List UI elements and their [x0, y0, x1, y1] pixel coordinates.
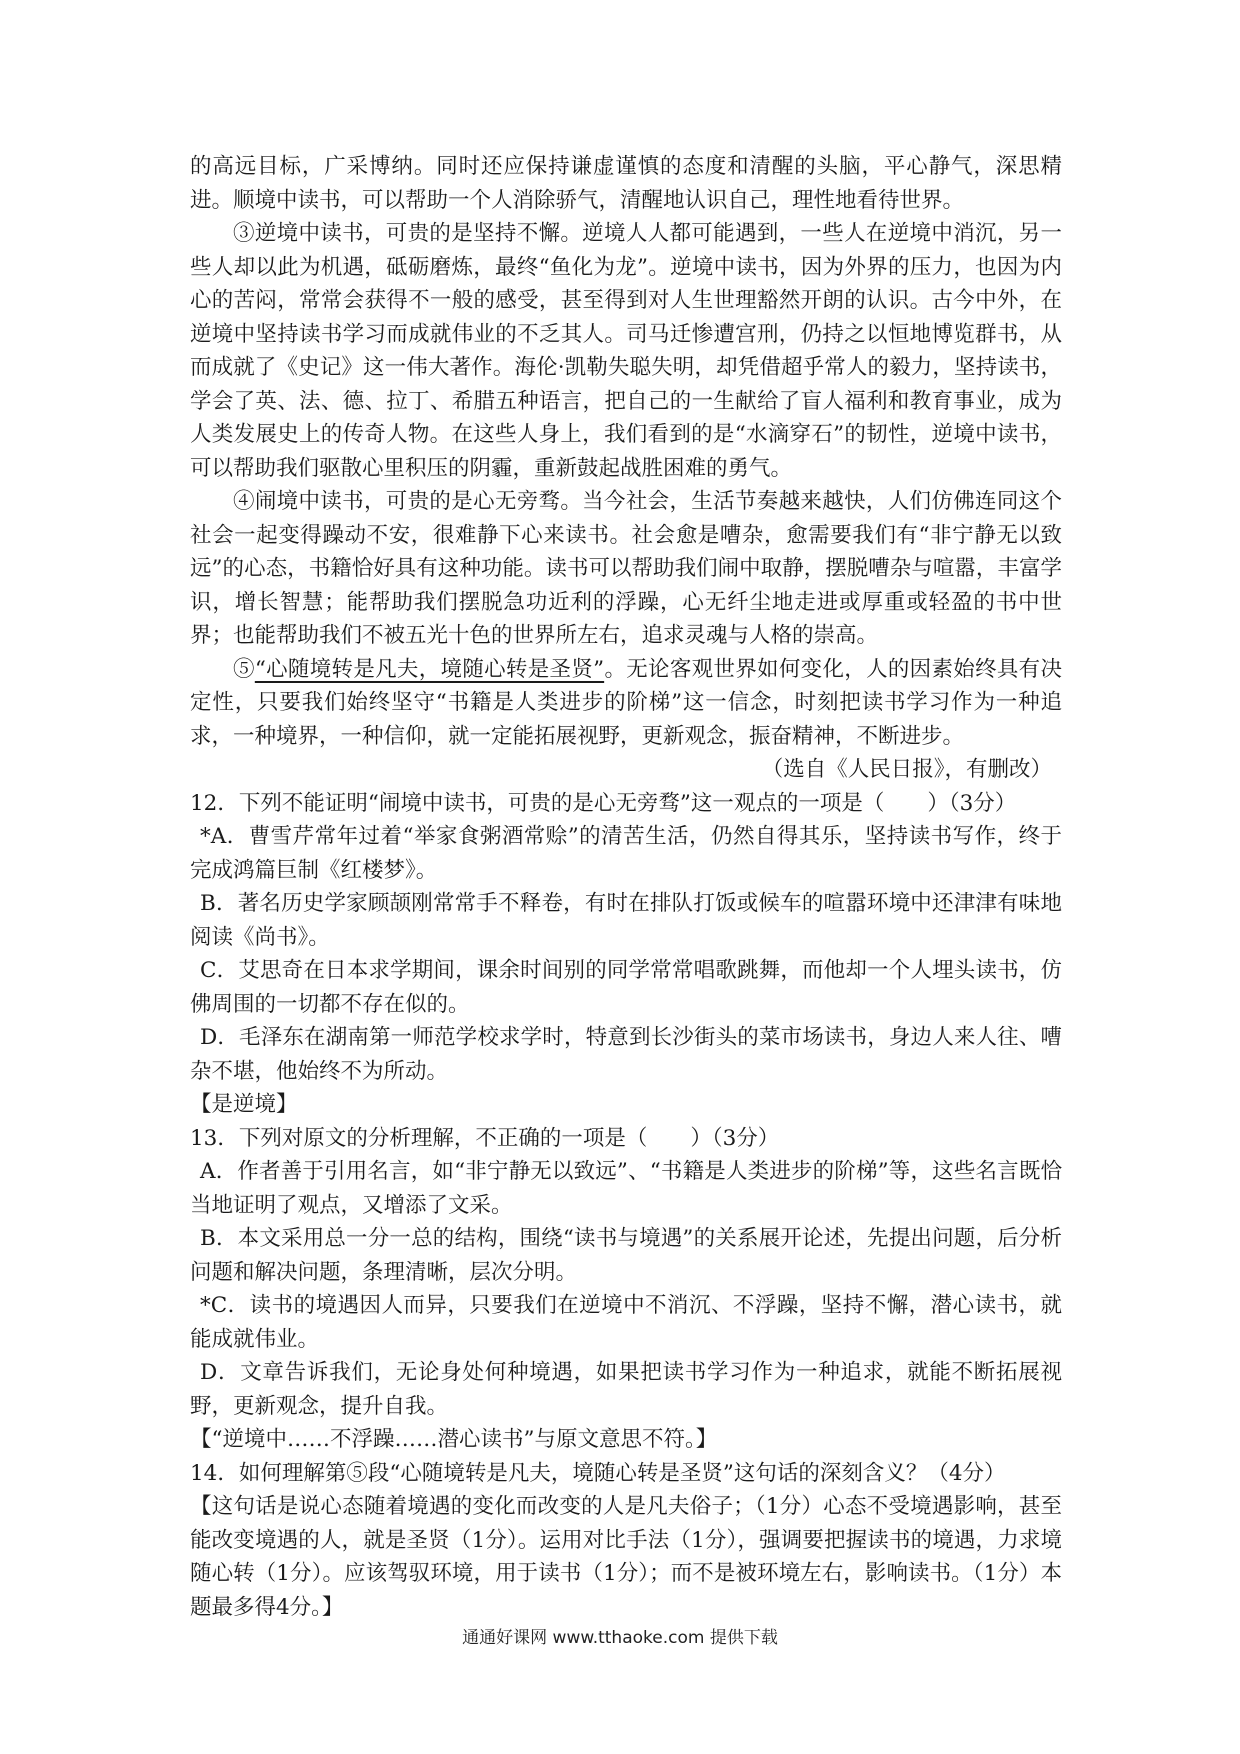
question-12-answer: 【是逆境】	[190, 1092, 298, 1117]
question-12-option-c: C．艾思奇在日本求学期间，课余时间别的同学常常唱歌跳舞，而他却一个人埋头读书，仿佛周围的一切都不存在似的。	[190, 958, 1062, 1017]
question-12-option-b: B．著名历史学家顾颉刚常常手不释卷，有时在排队打饭或候车的喧嚣环境中还津津有味地阅读《尚书》。	[190, 891, 1062, 950]
question-14-stem: 14．如何理解第⑤段“心随境转是凡夫，境随心转是圣贤”这句话的深刻含义？（4分）	[190, 1460, 1006, 1486]
passage-paragraph-3: ③逆境中读书，可贵的是坚持不懈。逆境人人都可能遇到，一些人在逆境中消沉，另一些人却以此为机遇，砥砺磨炼，最终“鱼化为龙”。逆境中读书，因为外界的压力，也因为内心的苦闷，常常会获得不一般的感受，甚至得到对人生世理豁然开朗的认识。古今中外，在逆境中坚持读书学习而成就伟业的不乏其人。司马迁惨遭宫刑，仍持之以恒地博览群书，从而成就了《史记》这一伟大著作。海伦·凯勒失聪失明，却凭借超乎常人的毅力，坚持读书，学会了英、法、德、拉丁、希腊五种语言，把自己的一生献给了盲人福利和教育事业，成为人类发展史上的传奇人物。在这些人身上，我们看到的是“水滴穿石”的韧性，逆境中读书，可以帮助我们驱散心里积压的阴霾，重新鼓起战胜困难的勇气。	[190, 221, 1062, 481]
question-12-option-d: D．毛泽东在湖南第一师范学校求学时，特意到长沙街头的菜市场读书，身边人来人往、嘈杂不堪，他始终不为所动。	[190, 1025, 1062, 1084]
paragraph-text: 。无论客观世界如何变化，人的因素始终具有决定性，只要我们始终坚守“书籍是人类进步的阶梯”这一信念，时刻把读书学习作为一种追求，一种境界，一种信仰，就一定能拓展视野，更新观念，振奋精神，不断进步。	[190, 656, 1062, 749]
page-footer: 通通好课网 www.tthaoke.com 提供下载	[462, 1628, 778, 1648]
question-13-option-b: B．本文采用总一分一总的结构，围绕“读书与境遇”的关系展开论述，先提出问题，后分析问题和解决问题，条理清晰，层次分明。	[190, 1226, 1062, 1285]
paragraph-number: ⑤	[233, 656, 255, 682]
question-13-option-a: A．作者善于引用名言，如“非宁静无以致远”、“书籍是人类进步的阶梯”等，这些名言既恰当地证明了观点，又增添了文采。	[190, 1159, 1062, 1218]
question-12-stem: 12．下列不能证明“闹境中读书，可贵的是心无旁骛”这一观点的一项是（ ）（3分）	[190, 790, 1017, 816]
passage-paragraph-4: ④闹境中读书，可贵的是心无旁骛。当今社会，生活节奏越来越快，人们仿佛连同这个社会一起变得躁动不安，很难静下心来读书。社会愈是嘈杂，愈需要我们有“非宁静无以致远”的心态，书籍恰好具有这种功能。读书可以帮助我们闹中取静，摆脱嘈杂与喧嚣，丰富学识，增长智慧；能帮助我们摆脱急功近利的浮躁，心无纤尘地走进或厚重或轻盈的书中世界；也能帮助我们不被五光十色的世界所左右，追求灵魂与人格的崇高。	[190, 489, 1062, 648]
question-13-option-c: *C．读书的境遇因人而异，只要我们在逆境中不消沉、不浮躁，坚持不懈，潜心读书，就能成就伟业。	[190, 1293, 1062, 1352]
underlined-quote: “心随境转是凡夫，境随心转是圣贤”	[254, 656, 605, 682]
question-12-option-a: *A．曹雪芹常年过着“举家食粥酒常赊”的清苦生活，仍然自得其乐，坚持读书写作，终于完成鸿篇巨制《红楼梦》。	[190, 824, 1062, 883]
question-13-option-d: D．文章告诉我们，无论身处何种境遇，如果把读书学习作为一种追求，就能不断拓展视野，更新观念，提升自我。	[190, 1360, 1062, 1419]
passage-paragraph-continued: 的高远目标，广采博纳。同时还应保持谦虚谨慎的态度和清醒的头脑，平心静气，深思精进。顺境中读书，可以帮助一个人消除骄气，清醒地认识自己，理性地看待世界。	[190, 154, 1062, 213]
passage-paragraph-5	[190, 653, 1062, 754]
document-body	[190, 150, 1062, 1624]
passage-source: （选自《人民日报》，有删改）	[761, 757, 1052, 782]
question-13-stem: 13．下列对原文的分析理解，不正确的一项是（ ）（3分）	[190, 1125, 780, 1151]
question-13-answer: 【“逆境中……不浮躁……潜心读书”与原文意思不符。】	[190, 1427, 718, 1452]
question-14-answer: 【这句话是说心态随着境遇的变化而改变的人是凡夫俗子；（1分）心态不受境遇影响，甚至能改变境遇的人，就是圣贤（1分）。运用对比手法（1分），强调要把握读书的境遇，力求境随心转（1分）。应该驾驭环境，用于读书（1分）；而不是被环境左右，影响读书。（1分）本题最多得4分。】	[190, 1494, 1062, 1620]
